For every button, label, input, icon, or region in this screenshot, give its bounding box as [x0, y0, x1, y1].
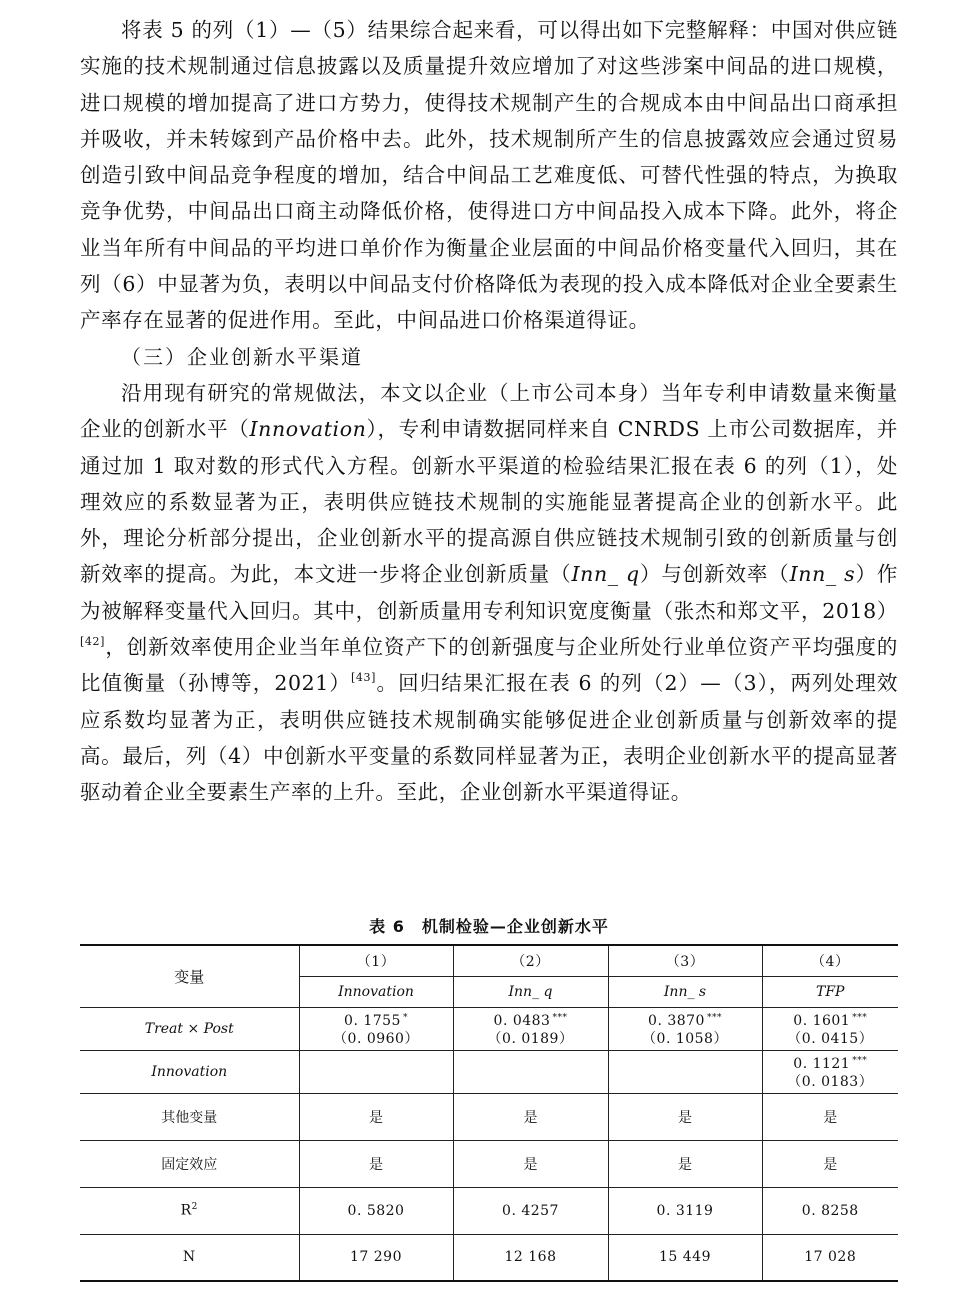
row-label [80, 1187, 299, 1234]
coefficient: 0. 0483 [493, 1013, 551, 1029]
body-text [80, 12, 898, 811]
std-error: （0. 1058） [642, 1031, 728, 1047]
row-label-text: R [180, 1202, 192, 1219]
table-cell: 是 [453, 1093, 608, 1140]
table-cell [608, 1007, 762, 1050]
table-cell: 0. 4257 [453, 1187, 608, 1234]
std-error: （0. 0960） [333, 1031, 419, 1047]
table-cell: 12 168 [453, 1234, 608, 1281]
table-cell [453, 1050, 608, 1093]
table-cell: 0. 3119 [608, 1187, 762, 1234]
std-error: （0. 0415） [787, 1031, 874, 1047]
table-cell: 是 [299, 1093, 453, 1140]
table-cell: 是 [608, 1093, 762, 1140]
col-variable [299, 976, 453, 1007]
table-header-row [80, 945, 898, 976]
significance-stars: *** [852, 1013, 868, 1023]
row-label: 其他变量 [80, 1093, 299, 1140]
col-variable-name: TFP [816, 983, 845, 1000]
table-cell: 17 028 [762, 1234, 898, 1281]
table-cell [299, 1007, 453, 1050]
table-row [80, 1007, 898, 1050]
col-variable-name: Inn_ q [508, 983, 553, 1000]
coefficient: 0. 3870 [648, 1013, 705, 1029]
col-variable [453, 976, 608, 1007]
text-run: 。回归结果汇报在表 6 的列（2）—（3），两列处理效应系数均显著为正，表明供应链技术规制确实能够促进企业创新质量与创新效率的提高。最后，列（4）中创新水平变量的系数同样显著为正，表明企业创新水平的提高显著驱动着企业全要素生产率的上升。至此，企业创新水平渠道得证。 [80, 671, 899, 805]
table-cell [299, 1050, 453, 1093]
text-run: ）与创新效率（ [639, 562, 790, 587]
table-row [80, 1140, 898, 1187]
col-variable-name: Inn_ s [663, 983, 707, 1000]
col-number: （3） [608, 945, 762, 976]
text-run: ，创新效率使用企业当年单位资产下的创新强度与企业所处行业单位资产平均强度的比值衡量（孙博等，2021） [80, 635, 898, 696]
row-label: N [80, 1234, 299, 1281]
table-cell: 是 [608, 1140, 762, 1187]
col-number: （1） [299, 945, 453, 976]
var-innovation: Innovation [249, 417, 367, 442]
table-cell: 是 [762, 1140, 898, 1187]
significance-stars: * [402, 1013, 408, 1023]
table-cell: 是 [762, 1093, 898, 1140]
coefficient: 0. 1121 [793, 1056, 851, 1072]
std-error: （0. 0189） [487, 1031, 574, 1047]
text-run: 沿用现有研究的常规做法，本文以企业（上市公司本身）当年专利申请数量来衡量企业的创新水平（ [80, 380, 898, 442]
col-number: （2） [453, 945, 608, 976]
table-cell [762, 1050, 898, 1093]
table-cell: 0. 5820 [299, 1187, 453, 1234]
col-variable [762, 976, 898, 1007]
significance-stars: *** [706, 1013, 722, 1023]
significance-stars: *** [552, 1013, 568, 1023]
row-label-text: Treat × Post [144, 1020, 234, 1037]
table-row [80, 1050, 898, 1093]
section-heading: （三）企业创新水平渠道 [121, 344, 363, 369]
table-row [80, 1093, 898, 1140]
var-inn-q: Inn_ q [571, 562, 640, 587]
table-row [80, 1234, 898, 1281]
table-cell [453, 1007, 608, 1050]
coefficient: 0. 1601 [793, 1013, 851, 1029]
table-row [80, 1187, 898, 1234]
table-cell [762, 1007, 898, 1050]
row-label [80, 1007, 299, 1050]
paragraph-import-price-channel: 将表 5 的列（1）—（5）结果综合起来看，可以得出如下完整解释：中国对供应链实施的技术规制通过信息披露以及质量提升效应增加了对这些涉案中间品的进口规模，进口规模的增加提高了进口方势力，使得技术规制产生的合规成本由中间品出口商承担并吸收，并未转嫁到产品价格中去。此外，技术规制所产生的信息披露效应会通过贸易创造引致中间品竞争程度的增加，结合中间品工艺难度低、可替代性强的特点，为换取竞争优势，中间品出口商主动降低价格，使得进口方中间品投入成本下降。此外，将企业当年所有中间品的平均进口单价作为衡量企业层面的中间品价格变量代入回归，其在列（6）中显著为负，表明以中间品支付价格降低为表现的投入成本降低对企业全要素生产率存在显著的促进作用。至此，中间品进口价格渠道得证。 [80, 18, 898, 333]
table-cell: 17 290 [299, 1234, 453, 1281]
row-label: 固定效应 [80, 1140, 299, 1187]
table-cell: 是 [453, 1140, 608, 1187]
col-number: （4） [762, 945, 898, 976]
citation-ref: [43] [351, 671, 377, 685]
table-cell: 15 449 [608, 1234, 762, 1281]
row-label [80, 1050, 299, 1093]
header-variable: 变量 [80, 945, 299, 1007]
paragraph-innovation-channel [80, 375, 898, 811]
table-caption: 表 6 机制检验—企业创新水平 [369, 917, 609, 936]
table-cell: 是 [299, 1140, 453, 1187]
table-cell: 0. 8258 [762, 1187, 898, 1234]
results-table [80, 944, 898, 1282]
coefficient: 0. 1755 [344, 1013, 401, 1029]
table-cell [608, 1050, 762, 1093]
citation-ref: [42] [80, 635, 105, 649]
var-inn-s: Inn_ s [789, 562, 856, 587]
text-run: ）作为被解释变量代入回归。其中，创新质量用专利知识宽度衡量（张杰和郑文平，2018） [80, 562, 899, 623]
superscript: 2 [191, 1202, 198, 1213]
col-variable [608, 976, 762, 1007]
row-label-text: Innovation [151, 1063, 228, 1080]
text-run: ），专利申请数据同样来自 CNRDS 上市公司数据库，并通过加 1 取对数的形式代入方程。创新水平渠道的检验结果汇报在表 6 的列（1），处理效应的系数显著为正，表明供应链技术规制的实施能显著提高企业的创新水平。此外，理论分析部分提出，企业创新水平的提高源自供应链技术规制引致的创新质量与创新效率的提高。为此，本文进一步将企业创新质量（ [80, 417, 898, 587]
std-error: （0. 0183） [787, 1074, 874, 1090]
significance-stars: *** [852, 1056, 868, 1066]
col-variable-name: Innovation [338, 983, 414, 1000]
